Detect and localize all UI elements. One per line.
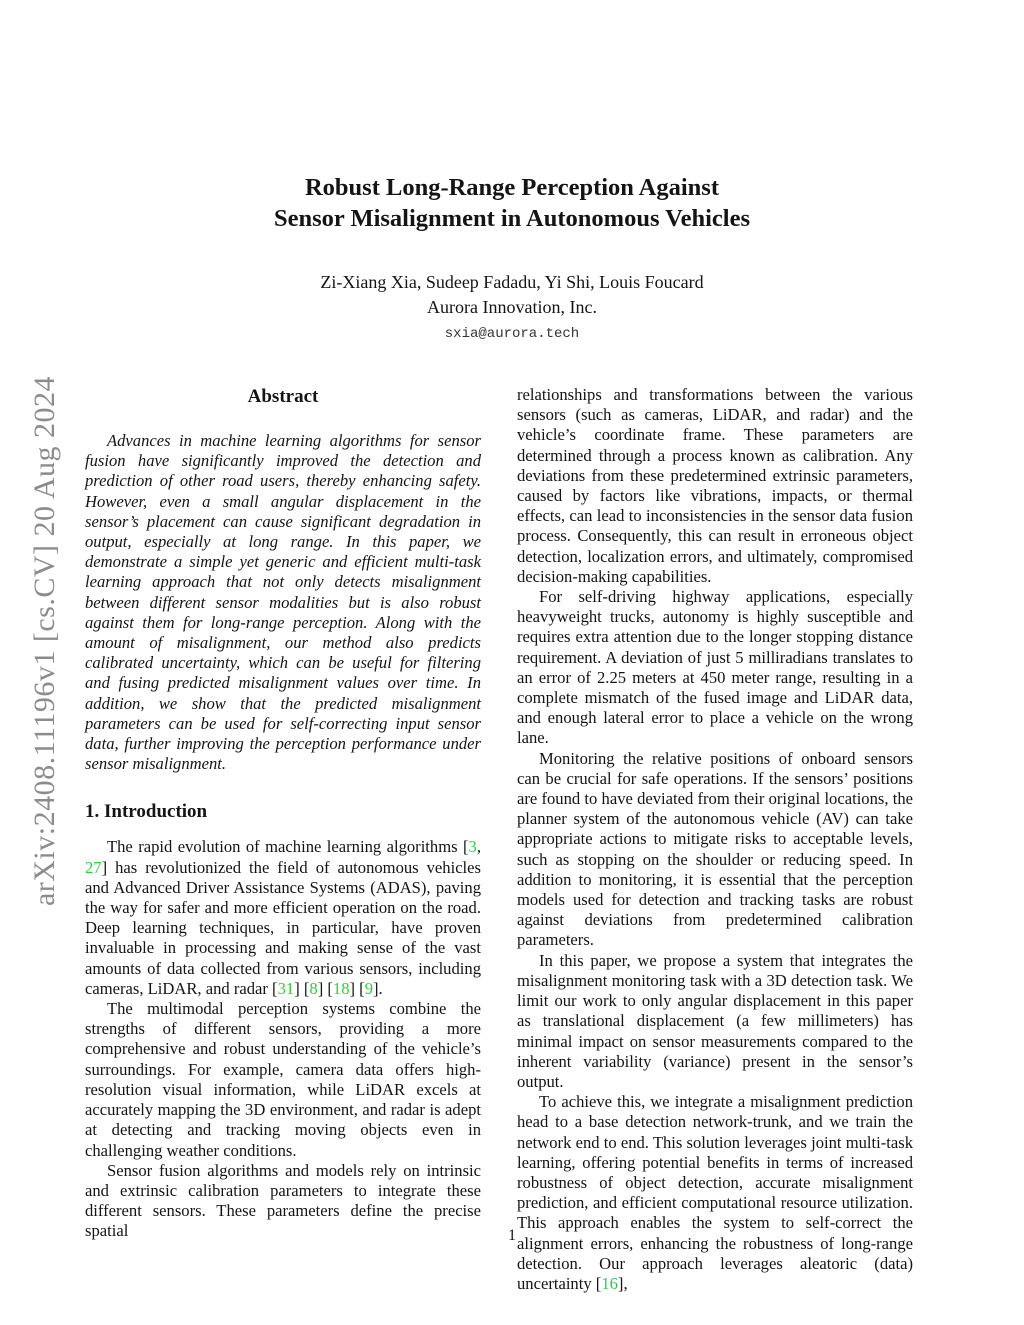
- intro-paragraph-1: [85, 837, 481, 999]
- citation-link[interactable]: 16: [601, 1273, 618, 1293]
- abstract-heading: Abstract: [247, 386, 319, 407]
- citation-link[interactable]: 8: [309, 978, 318, 998]
- intro-paragraph-4: [517, 385, 913, 587]
- citation-link[interactable]: 18: [332, 978, 350, 998]
- page-number: 1: [508, 1227, 516, 1244]
- left-column: [85, 386, 481, 1242]
- text-run: The multimodal perception systems combine the strengths of different sensors, providing a more comprehensive and robust understanding of the vehicle’s surroundings. For example, camera data offers high-resolution visual information, while LiDAR excels at accurately mapping the 3D environment, and radar is adept at detecting and tracking moving objects even in challenging weather conditions.: [85, 999, 481, 1160]
- intro-paragraph-8: [517, 1092, 913, 1294]
- intro-paragraph-2: [85, 999, 481, 1161]
- text-run: For self-driving highway applications, especially heavyweight trucks, autonomy is highly susceptible and requires extra attention due to the longer stopping distance requirement. A deviation of just 5 milliradians translates to an error of 2.25 meters at 450 meter range, resulting in a complete mismatch of the fused image and LiDAR data, and enough lateral error to place a vehicle on the wrong lane.: [517, 587, 913, 748]
- citation-link[interactable]: 3: [468, 837, 477, 857]
- text-run: relationships and transformations between the various sensors (such as cameras, LiDAR, and radar) and the vehicle’s coordinate frame. These parameters are determined through a process known as calibration. Any deviations from these predetermined extrinsic parameters, caused by factors like vibrations, impacts, or thermal effects, can lead to inconsistencies in the sensor data fusion process. Consequently, this can result in erroneous object detection, localization errors, and ultimately, compromised decision-making capabilities.: [517, 385, 913, 586]
- text-run: ] [: [294, 978, 310, 998]
- text-run: ] [: [317, 978, 333, 998]
- text-run: ] has revolutionized the field of autonomous vehicles and Advanced Driver Assistance Systems (ADAS), paving the way for safer and more efficient operation on the road. Deep learning techniques, in particular, have proven invaluable in processing and making sense of the vast amounts of data collected from various sensors, including cameras, LiDAR, and radar [: [85, 857, 481, 998]
- text-run: ] [: [349, 978, 365, 998]
- intro-paragraph-7: [517, 951, 913, 1092]
- text-run: ,: [476, 837, 481, 857]
- right-column: [517, 385, 913, 1294]
- text-run: ].: [372, 978, 383, 998]
- text-run: Sensor fusion algorithms and models rely on intrinsic and extrinsic calibration parameters to integrate these different sensors. These parameters define the precise spatial: [85, 1160, 481, 1241]
- authors-line: Zi-Xiang Xia, Sudeep Fadadu, Yi Shi, Louis Foucard: [320, 272, 704, 292]
- citation-link[interactable]: 31: [277, 978, 295, 998]
- abstract-paragraph: Advances in machine learning algorithms for sensor fusion have significantly improved the detection and prediction of other road users, thereby enhancing safety. However, even a small angular displacement in the sensor’s placement can cause significant degradation in output, especially at long range. In this paper, we demonstrate a simple yet generic and efficient multi-task learning approach that not only detects misalignment between different sensor modalities but is also robust against them for long-range perception. Along with the amount of misalignment, our method also predicts calibrated uncertainty, which can be useful for filtering and fusing predicted misalignment values over time. In addition, we show that the predicted misalignment parameters can be used for self-correcting input sensor data, further improving the perception performance under sensor misalignment.: [85, 431, 481, 774]
- paper-title-line-2: Sensor Misalignment in Autonomous Vehicles: [273, 205, 750, 232]
- text-run: ],: [617, 1273, 628, 1293]
- text-run: The rapid evolution of machine learning algorithms [: [107, 837, 469, 857]
- paper-title-line-1: Robust Long-Range Perception Against: [304, 174, 720, 201]
- text-run: Monitoring the relative positions of onboard sensors can be crucial for safe operations. If the sensors’ positions are found to have deviated from their original locations, the planner system of the autonomous vehicle (AV) can take appropriate actions to mitigate risks to acceptable levels, such as stopping on the shoulder or reducing speed. In addition to monitoring, it is essential that the perception models used for detection and tracking tasks are robust against deviations from predetermined calibration parameters.: [517, 748, 913, 950]
- title-block: [0, 172, 1024, 234]
- intro-paragraph-6: [517, 749, 913, 951]
- arxiv-watermark: arXiv:2408.11196v1 [cs.CV] 20 Aug 2024: [28, 375, 61, 907]
- citation-link[interactable]: 27: [85, 857, 102, 877]
- citation-link[interactable]: 9: [364, 978, 373, 998]
- introduction-heading: 1. Introduction: [85, 801, 208, 823]
- intro-paragraph-5: [517, 587, 913, 749]
- email-address: sxia@aurora.tech: [444, 326, 580, 342]
- text-run: To achieve this, we integrate a misalignment prediction head to a base detection network-trunk, and we train the network end to end. This solution leverages joint multi-task learning, offering potential benefits in terms of increased robustness of object detection, accurate misalignment prediction, and efficient computational resource utilization. This approach enables the system to self-correct the alignment errors, enhancing the robustness of long-range detection. Our approach leverages aleatoric (data) uncertainty [: [517, 1092, 913, 1293]
- author-block: [0, 270, 1024, 343]
- affiliation-line: Aurora Innovation, Inc.: [427, 297, 597, 317]
- text-run: In this paper, we propose a system that integrates the misalignment monitoring task with a 3D detection task. We limit our work to only angular displacement in this paper as translational displacement (a few millimeters) has minimal impact on sensor measurements compared to the inherent variability (variance) present in the sensor’s output.: [517, 950, 913, 1091]
